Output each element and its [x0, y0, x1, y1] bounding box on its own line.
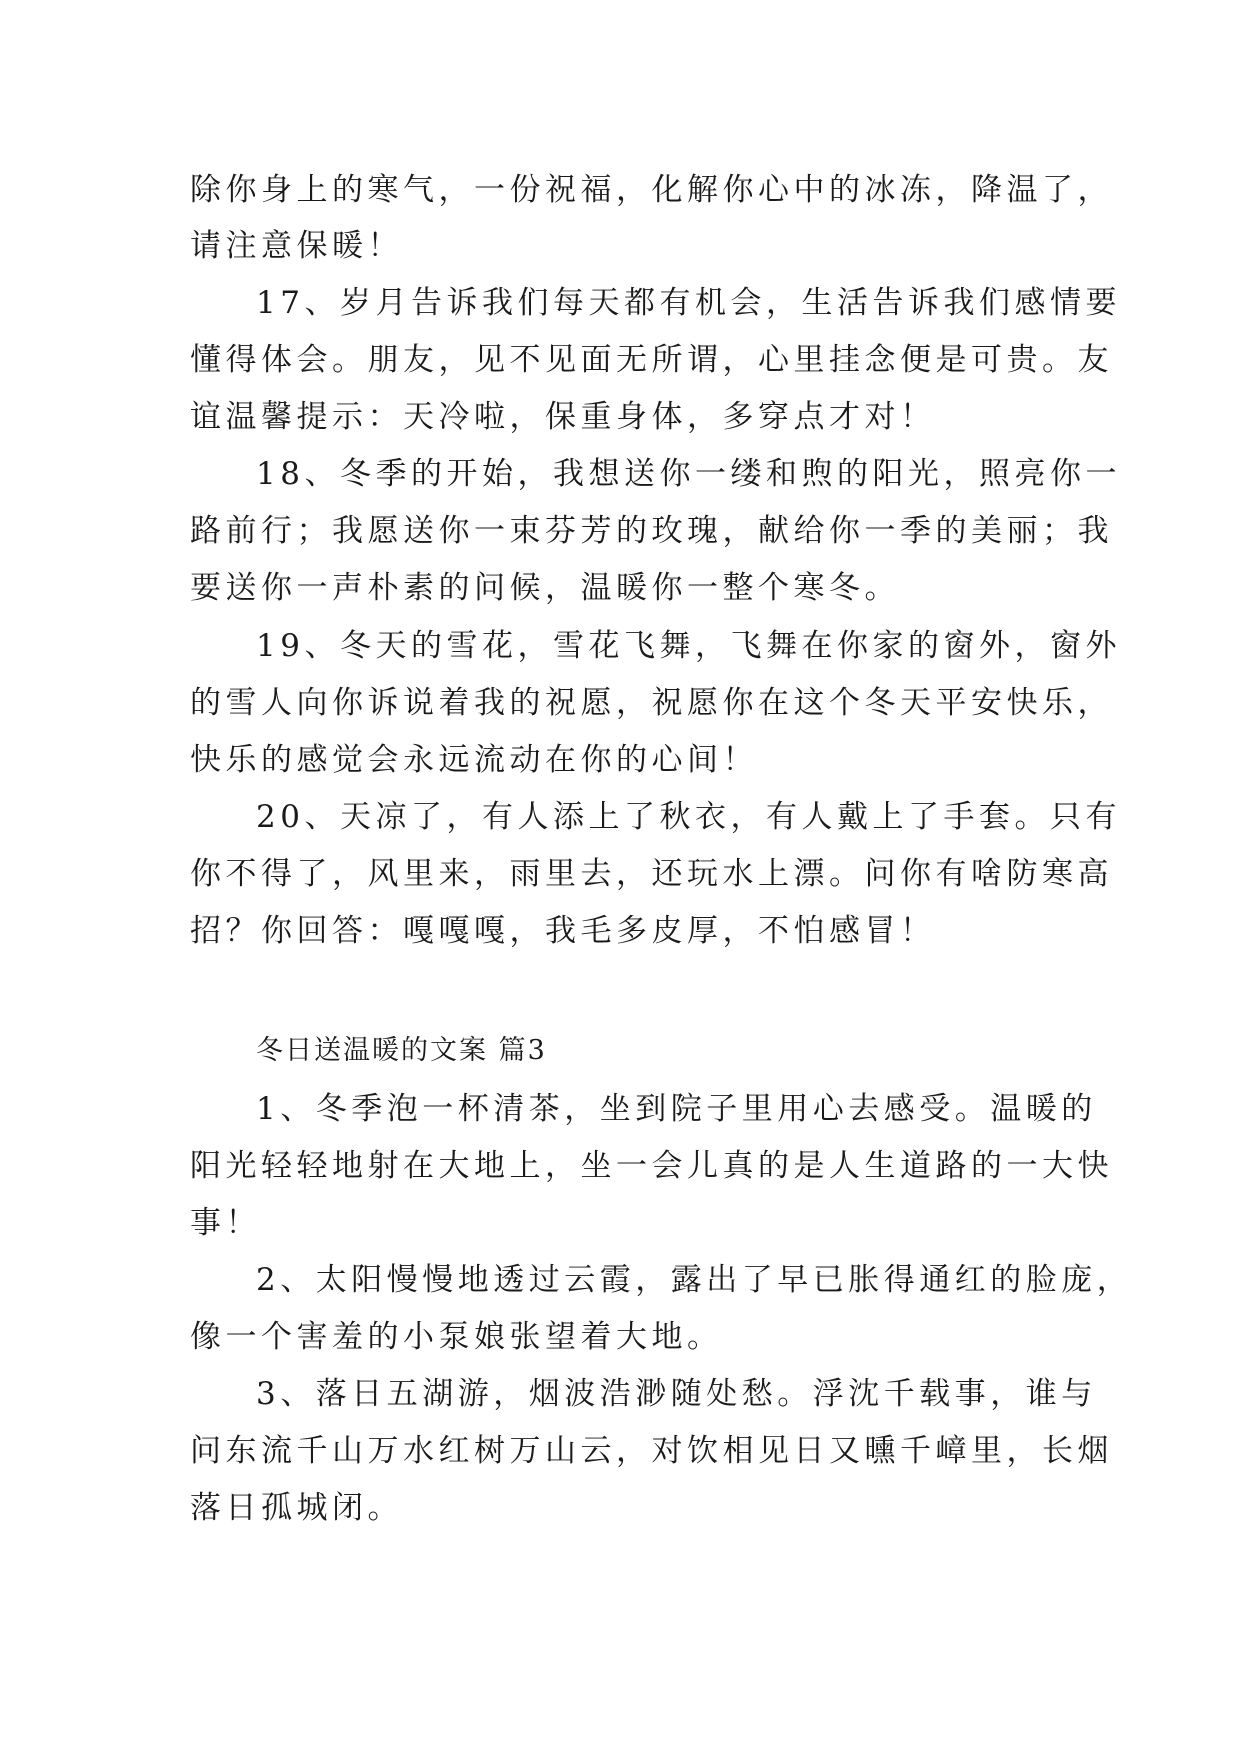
section-heading: 冬日送温暖的文案 篇3 [256, 1035, 547, 1066]
text-line: 像一个害羞的小泵娘张望着大地。 [190, 1319, 723, 1355]
text-line: 的雪人向你诉说着我的祝愿，祝愿你在这个冬天平安快乐， [190, 685, 1113, 721]
text-line: 快乐的感觉会永远流动在你的心间！ [190, 742, 758, 778]
text-line: 除你身上的寒气，一份祝福，化解你心中的冰冻，降温了， [190, 172, 1113, 208]
text-line: 谊温馨提示：天冷啦，保重身体，多穿点才对！ [190, 399, 936, 435]
paragraph-1-start: 1、冬季泡一杯清茶，坐到院子里用心去感受。温暖的 [256, 1091, 1097, 1127]
paragraph-3-start: 3、落日五湖游，烟波浩渺随处愁。浮沈千载事，谁与 [256, 1376, 1097, 1412]
paragraph-18-start: 18、冬季的开始，我想送你一缕和煦的阳光，照亮你一 [256, 456, 1121, 492]
text-line: 路前行；我愿送你一束芬芳的玫瑰，献给你一季的美丽；我 [190, 513, 1113, 549]
text-line: 招？你回答：嘎嘎嘎，我毛多皮厚，不怕感冒！ [190, 913, 936, 949]
text-line: 阳光轻轻地射在大地上，坐一会儿真的是人生道路的一大快 [190, 1148, 1113, 1184]
text-line: 事！ [190, 1205, 261, 1241]
text-line: 你不得了，风里来，雨里去，还玩水上漂。问你有啥防寒高 [190, 856, 1113, 892]
paragraph-2-start: 2、太阳慢慢地透过云霞，露出了早已胀得通红的脸庞， [256, 1262, 1133, 1298]
text-line: 要送你一声朴素的问候，温暖你一整个寒冬。 [190, 570, 900, 606]
paragraph-19-start: 19、冬天的雪花，雪花飞舞，飞舞在你家的窗外，窗外 [256, 628, 1121, 664]
text-line: 落日孤城闭。 [190, 1490, 403, 1526]
text-line: 懂得体会。朋友，见不见面无所谓，心里挂念便是可贵。友 [190, 342, 1113, 378]
text-line: 请注意保暖！ [190, 228, 403, 264]
paragraph-17-start: 17、岁月告诉我们每天都有机会，生活告诉我们感情要 [256, 285, 1121, 321]
text-line: 问东流千山万水红树万山云，对饮相见日又曛千嶂里，长烟 [190, 1433, 1113, 1469]
paragraph-20-start: 20、天凉了，有人添上了秋衣，有人戴上了手套。只有 [256, 799, 1121, 835]
